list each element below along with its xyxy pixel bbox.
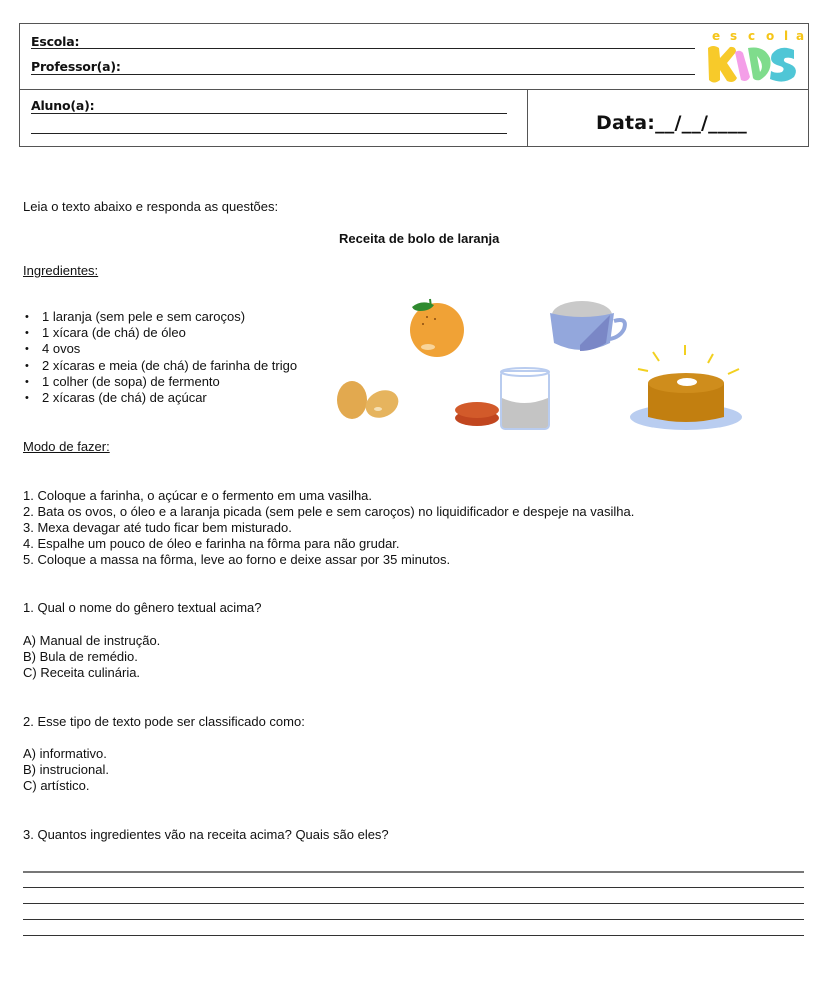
ingredients-list — [22, 309, 297, 406]
ingredient-text: 1 laranja (sem pele e sem caroços) — [42, 309, 246, 324]
instructions-text: Leia o texto abaixo e responda as questões: — [23, 199, 279, 214]
flour-cup-illustration — [550, 301, 625, 351]
teacher-field[interactable] — [31, 74, 695, 75]
header-top-row — [20, 24, 808, 90]
question-2-option-c[interactable]: C) artístico. — [23, 778, 90, 793]
escola-kids-logo — [704, 28, 804, 88]
ingredient-item — [22, 309, 297, 325]
question-2-option-b[interactable]: B) instrucional. — [23, 762, 109, 777]
answer-line[interactable] — [23, 871, 804, 873]
svg-text:a: a — [796, 29, 804, 43]
ingredient-item — [22, 358, 297, 374]
logo-letter-i — [735, 51, 750, 81]
student-label: Aluno(a): — [31, 98, 95, 113]
ingredient-item — [22, 325, 297, 341]
recipe-title: Receita de bolo de laranja — [339, 231, 500, 246]
logo-letter-s — [770, 48, 796, 82]
question-1-option-c[interactable]: C) Receita culinária. — [23, 665, 141, 680]
ingredients-heading: Ingredientes: — [23, 263, 99, 278]
question-1-option-b[interactable]: B) Bula de remédio. — [23, 649, 138, 664]
question-2-text: 2. Esse tipo de texto pode ser classificado como: — [23, 714, 305, 729]
method-step: 2. Bata os ovos, o óleo e a laranja picada (sem pele e sem caroços) no liquidificador e despeje na vasilha. — [23, 504, 635, 520]
teacher-label: Professor(a): — [31, 59, 121, 74]
recipe-illustration — [330, 285, 750, 440]
oil-glass-illustration — [501, 368, 549, 430]
logo-letter-d — [748, 47, 771, 80]
butter-illustration — [455, 402, 499, 426]
ingredient-text: 2 xícaras (de chá) de açúcar — [42, 390, 207, 406]
school-label: Escola: — [31, 34, 80, 49]
question-1-option-a[interactable]: A) Manual de instrução. — [23, 633, 161, 648]
bullet-icon: • — [25, 327, 29, 340]
logo-top-text — [712, 29, 804, 43]
eggs-illustration — [337, 381, 403, 423]
bullet-icon: • — [25, 343, 29, 356]
svg-text:s: s — [730, 29, 738, 43]
svg-text:e: e — [712, 29, 721, 43]
method-step: 4. Espalhe um pouco de óleo e farinha na fôrma para não grudar. — [23, 536, 400, 552]
method-step: 5. Coloque a massa na fôrma, leve ao forno e deixe assar por 35 minutos. — [23, 552, 451, 568]
school-field[interactable] — [31, 48, 695, 49]
student-field-line-1[interactable] — [31, 113, 507, 114]
question-1-text: 1. Qual o nome do gênero textual acima? — [23, 600, 262, 615]
svg-text:o: o — [766, 29, 775, 43]
cake-illustration — [630, 345, 742, 430]
answer-line[interactable] — [23, 887, 804, 888]
student-field-line-2[interactable] — [31, 133, 507, 134]
svg-text:c: c — [748, 29, 756, 43]
orange-illustration — [410, 299, 464, 357]
answer-line[interactable] — [23, 935, 804, 936]
method-heading: Modo de fazer: — [23, 439, 110, 454]
ingredient-item — [22, 341, 297, 357]
bullet-icon: • — [25, 375, 29, 388]
ingredient-item — [22, 374, 297, 390]
ingredient-item — [22, 390, 297, 406]
ingredient-text: 2 xícaras e meia (de chá) de farinha de trigo — [42, 357, 298, 373]
date-field[interactable]: Data:__/__/____ — [596, 112, 747, 134]
ingredient-text: 4 ovos — [42, 341, 81, 357]
bullet-icon: • — [25, 311, 29, 323]
header-box — [19, 23, 809, 147]
svg-text:l: l — [784, 29, 789, 43]
bullet-icon: • — [25, 392, 29, 405]
method-step: 3. Mexa devagar até tudo ficar bem misturado. — [23, 520, 292, 536]
logo-letter-k — [708, 46, 737, 83]
method-steps — [23, 488, 634, 568]
ingredient-text: 1 xícara (de chá) de óleo — [42, 325, 186, 341]
answer-line[interactable] — [23, 919, 804, 920]
answer-line[interactable] — [23, 903, 804, 904]
method-step: 1. Coloque a farinha, o açúcar e o fermento em uma vasilha. — [23, 488, 373, 503]
student-cell — [20, 90, 528, 147]
question-2-option-a[interactable]: A) informativo. — [23, 746, 107, 761]
question-3-text: 3. Quantos ingredientes vão na receita acima? Quais são eles? — [23, 827, 389, 842]
bullet-icon: • — [25, 359, 29, 372]
ingredient-text: 1 colher (de sopa) de fermento — [42, 373, 220, 389]
